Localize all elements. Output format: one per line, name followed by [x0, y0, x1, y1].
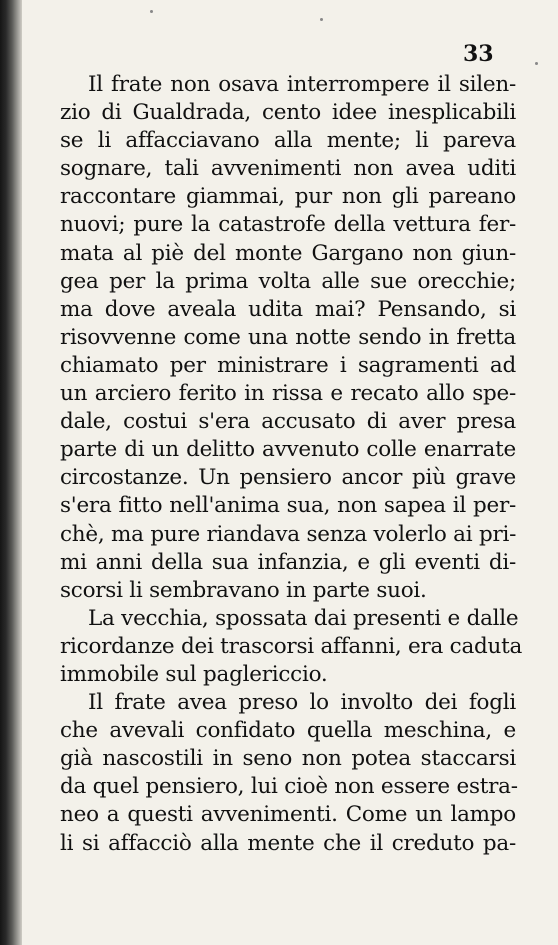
text-line: raccontare giammai, pur non gli pareano	[60, 184, 516, 210]
text-line: mi anni della sua infanzia, e gli eventi di-	[60, 549, 516, 575]
text-line: se li affacciavano alla mente; li pareva	[60, 128, 516, 154]
text-line: scorsi li sembravano in parte suoi.	[60, 577, 427, 603]
text-line: neo a questi avvenimenti. Come un lampo	[60, 802, 516, 828]
text-line: s'era fitto nell'anima sua, non sapea il per-	[60, 493, 516, 519]
paper-speck	[535, 62, 538, 65]
body-text	[60, 71, 523, 858]
text-line: mata al piè del monte Gargano non giun-	[60, 240, 516, 266]
text-line: Il frate avea preso lo involto dei fogli	[88, 690, 516, 716]
text-line: risovvenne come una notte sendo in fretta	[60, 324, 516, 350]
text-line: un arciero ferito in rissa e recato allo spe-	[60, 381, 516, 407]
text-line: parte di un delitto avvenuto colle enarrate	[60, 437, 516, 463]
text-line: dale, costui s'era accusato di aver presa	[60, 409, 516, 435]
text-line: La vecchia, spossata dai presenti e dalle	[88, 605, 519, 631]
text-line: gea per la prima volta alle sue orecchie;	[60, 268, 516, 294]
text-line: Il frate non osava interrompere il silen-	[88, 72, 516, 97]
paper-speck	[320, 18, 323, 21]
text-line: sognare, tali avvenimenti non avea uditi	[60, 156, 516, 182]
text-line: immobile sul paglericcio.	[60, 661, 328, 687]
text-line: nuovi; pure la catastrofe della vettura fer-	[60, 212, 516, 238]
page-number: 33	[463, 41, 494, 67]
text-line: ricordanze dei trascorsi affanni, era caduta	[60, 633, 523, 659]
text-line: zio di Gualdrada, cento idee inesplicabili	[60, 100, 516, 126]
text-line: chiamato per ministrare i sagramenti ad	[60, 352, 516, 378]
text-line: chè, ma pure riandava senza volerlo ai pri-	[60, 521, 517, 547]
paper-speck	[150, 10, 153, 13]
text-line: da quel pensiero, lui cioè non essere estra-	[60, 774, 518, 800]
text-line: li si affacciò alla mente che il creduto pa-	[60, 830, 516, 856]
text-line: circostanze. Un pensiero ancor più grave	[60, 465, 516, 491]
text-line: ma dove avealа udita mai? Pensando, si	[60, 296, 516, 322]
text-line: che avevali confidato quella meschina, e	[60, 718, 516, 744]
book-binding-shadow	[0, 0, 22, 945]
text-line: già nascostili in seno non potea staccarsi	[60, 746, 516, 772]
